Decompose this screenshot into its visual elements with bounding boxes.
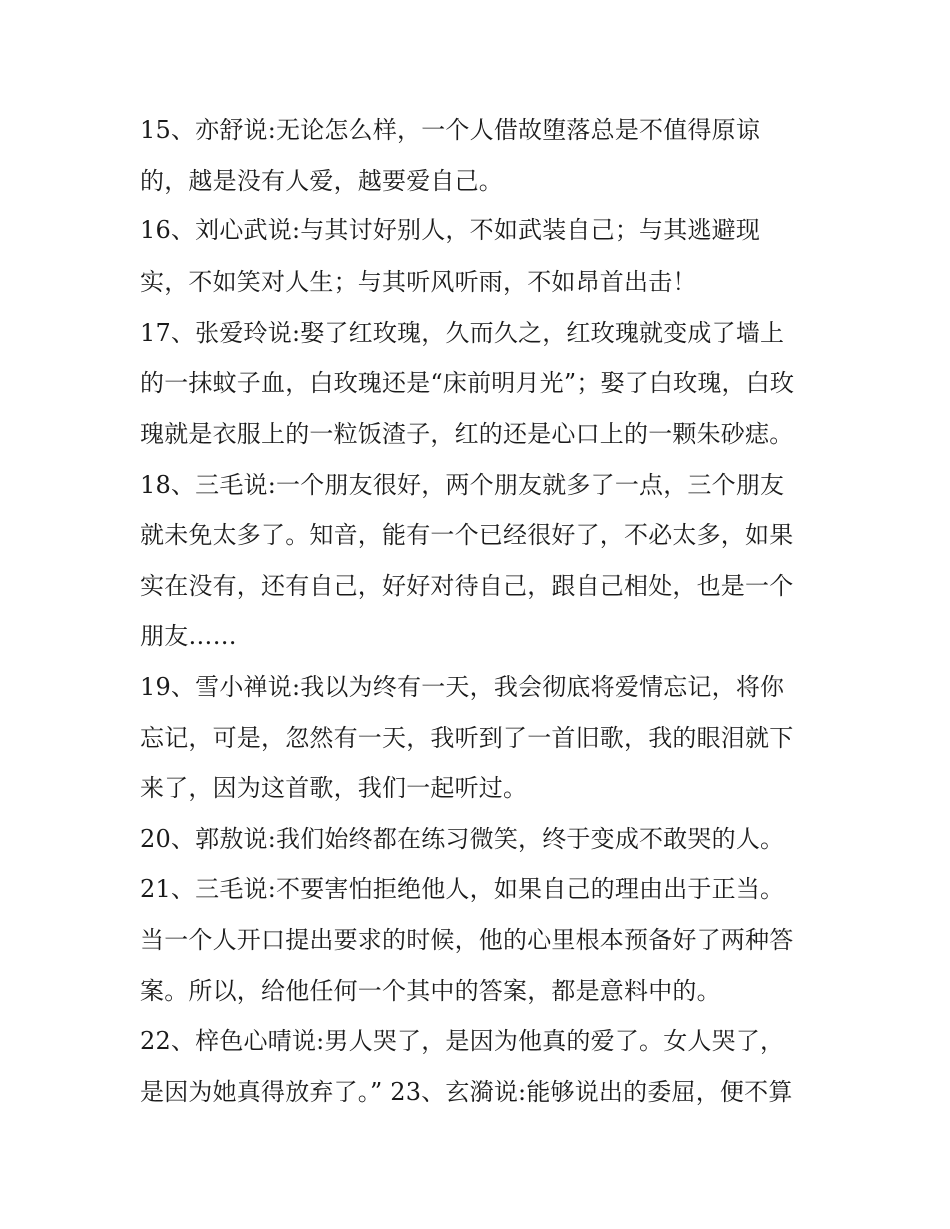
text-line: 实，不如笑对人生；与其听风听雨，不如昂首出击！ [140,268,697,296]
text-line: 瑰就是衣服上的一粒饭渣子，红的还是心口上的一颗朱砂痣。 [140,420,794,448]
text-line: 15、亦舒说:无论怎么样，一个人借故堕落总是不值得原谅 [140,116,761,144]
text-line: 21、三毛说:不要害怕拒绝他人，如果自己的理由出于正当。 [140,875,785,903]
text-line: 就未免太多了。知音，能有一个已经很好了，不必太多，如果 [140,521,794,549]
text-line: 的一抹蚊子血，白玫瑰还是“床前明月光”；娶了白玫瑰，白玫 [140,369,795,397]
text-line: 20、郭敖说:我们始终都在练习微笑，终于变成不敢哭的人。 [140,825,785,853]
text-line: 来了，因为这首歌，我们一起听过。 [140,774,528,802]
text-line: 的，越是没有人爱，越要爱自己。 [140,167,503,195]
text-line: 18、三毛说:一个朋友很好，两个朋友就多了一点，三个朋友 [140,471,785,499]
text-line: 是因为她真得放弃了。” 23、玄漪说:能够说出的委屈，便不算 [140,1078,793,1106]
text-line: 22、梓色心晴说:男人哭了，是因为他真的爱了。女人哭了， [140,1027,785,1055]
text-line: 17、张爱玲说:娶了红玫瑰，久而久之，红玫瑰就变成了墙上 [140,319,785,347]
text-line: 19、雪小禅说:我以为终有一天，我会彻底将爱情忘记，将你 [140,673,785,701]
text-line: 朋友…… [140,622,237,650]
text-line: 实在没有，还有自己，好好对待自己，跟自己相处，也是一个 [140,572,794,600]
text-line: 16、刘心武说:与其讨好别人，不如武装自己；与其逃避现 [140,216,761,244]
text-line: 案。所以，给他任何一个其中的答案，都是意料中的。 [140,977,721,1005]
text-line: 当一个人开口提出要求的时候，他的心里根本预备好了两种答 [140,926,794,954]
text-line: 忘记，可是，忽然有一天，我听到了一首旧歌，我的眼泪就下 [140,724,794,752]
